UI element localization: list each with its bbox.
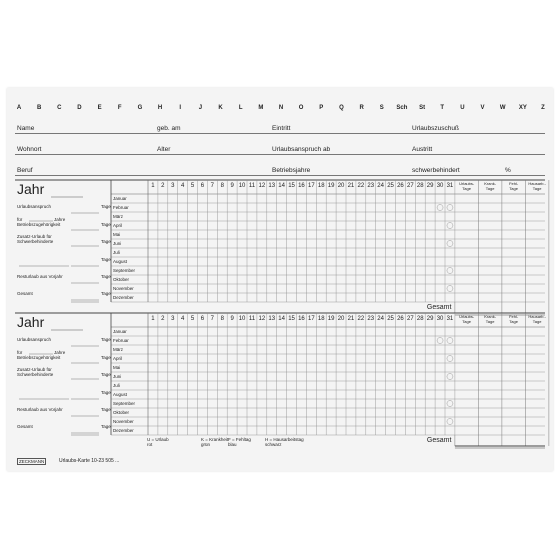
tage-label-5: Tage: [101, 274, 111, 279]
no-day-circle: [447, 268, 453, 274]
urlaubsanspruch-label: Urlaubsanspruch: [17, 337, 52, 342]
day-number: 25: [387, 183, 394, 189]
month-label: Oktober: [113, 277, 130, 282]
tage-label-4: Tage: [101, 257, 111, 262]
summary-head-line2: Tage: [509, 186, 518, 191]
legend-line1: H = Hausarbeitstag: [265, 437, 304, 442]
day-number: 8: [220, 316, 224, 322]
month-label: Januar: [113, 196, 127, 201]
day-number: 19: [327, 316, 335, 322]
no-day-circle: [447, 241, 453, 247]
fuer-label: für: [17, 350, 23, 355]
summary-head-line2: Tage: [462, 319, 471, 324]
month-label: Dezember: [113, 295, 134, 300]
month-label: Januar: [113, 329, 127, 334]
summary-column-head: [478, 181, 502, 191]
legend-item: [265, 437, 304, 447]
month-label: August: [113, 392, 128, 397]
month-label: August: [113, 259, 128, 264]
day-number: 19: [327, 183, 335, 189]
day-number: 3: [171, 316, 175, 322]
day-number: 24: [377, 316, 384, 322]
alphabet-tab-o[interactable]: O: [298, 105, 304, 111]
legend-line2: schwarz: [265, 442, 282, 447]
tage-label-6: Tage: [101, 424, 111, 429]
betriebszugehoerigkeit-label: Betriebszugehörigkeit: [17, 355, 61, 360]
alphabet-tab-l[interactable]: L: [238, 105, 243, 111]
no-day-circle: [447, 374, 453, 380]
tage-label-6: Tage: [101, 291, 111, 296]
summary-column-head: [525, 181, 549, 191]
betriebszugehoerigkeit-label: Betriebszugehörigkeit: [17, 222, 61, 227]
fuer-label: für: [17, 217, 23, 222]
no-day-circle: [447, 419, 453, 425]
alphabet-tab-h[interactable]: H: [157, 105, 163, 111]
summary-head-line1: Hausarb.-: [528, 314, 546, 319]
month-label: November: [113, 419, 134, 424]
summary-head-line1: Fehl-: [509, 314, 519, 319]
month-label: Juli: [113, 383, 120, 388]
summary-column-head: [455, 181, 479, 191]
day-number: 10: [238, 316, 246, 322]
no-day-circle: [447, 356, 453, 362]
day-number: 16: [298, 183, 305, 189]
day-number: 11: [248, 316, 256, 322]
day-number: 29: [426, 183, 434, 189]
day-number: 18: [317, 316, 325, 322]
month-label: September: [113, 268, 136, 273]
day-number: 30: [436, 183, 444, 189]
day-number: 25: [387, 316, 394, 322]
tage-label-3: Tage: [101, 239, 111, 244]
day-number: 7: [210, 316, 214, 322]
summary-head-line2: Tage: [462, 186, 471, 191]
day-number: 17: [307, 183, 315, 189]
day-number: 7: [210, 183, 214, 189]
field-wohnort-label: Wohnort: [17, 146, 42, 153]
resturlaub-label: Resturlaub aus Vorjahr: [17, 407, 63, 412]
legend-item: [201, 437, 228, 447]
jahre-label: Jahre: [54, 350, 66, 355]
legend-line1: F = Fehltag: [228, 437, 251, 442]
field-schwerbehindert-label: schwerbehindert: [412, 167, 460, 174]
tage-label-5: Tage: [101, 407, 111, 412]
summary-column-head: [502, 314, 526, 324]
alphabet-tab-e[interactable]: E: [97, 105, 102, 111]
alphabet-tab-p[interactable]: P: [319, 105, 324, 111]
day-number: 15: [288, 316, 295, 322]
jahr-label: Jahr: [17, 314, 45, 330]
alphabet-tab-k[interactable]: K: [218, 105, 223, 111]
day-number: 18: [317, 183, 325, 189]
urlaubsanspruch-label: Urlaubsanspruch: [17, 204, 52, 209]
no-day-circle: [447, 223, 453, 229]
month-label: Juli: [113, 250, 120, 255]
day-number: 29: [426, 316, 434, 322]
day-number: 17: [307, 316, 315, 322]
tage-label-4: Tage: [101, 390, 111, 395]
alphabet-tab-xy[interactable]: XY: [518, 105, 527, 111]
legend-line1: K = Krankheit: [201, 437, 229, 442]
zusatz-urlaub-label: Zusatz-Urlaub für: [17, 234, 52, 239]
day-number: 2: [161, 183, 165, 189]
day-number: 21: [347, 316, 355, 322]
resturlaub-label: Resturlaub aus Vorjahr: [17, 274, 63, 279]
month-label: Februar: [113, 205, 129, 210]
summary-head-line2: Tage: [485, 319, 495, 324]
gesamt-row-label: Gesamt: [426, 437, 452, 444]
jahr-label: Jahr: [17, 181, 45, 197]
summary-column-head: [525, 314, 549, 324]
day-number: 14: [278, 316, 285, 322]
alphabet-tab-c[interactable]: C: [57, 105, 62, 111]
day-number: 12: [258, 183, 266, 189]
schwerbehinderte-label: Schwerbehinderte: [17, 239, 54, 244]
day-number: 26: [397, 316, 404, 322]
calendar-grid: [7, 178, 553, 328]
summary-head-line1: Fehl-: [509, 181, 519, 186]
tage-label-1: Tage: [101, 204, 111, 209]
day-number: 11: [248, 183, 256, 189]
day-number: 2: [161, 316, 165, 322]
gesamt-row-label: Gesamt: [426, 304, 452, 311]
tage-label-2: Tage: [101, 355, 111, 360]
day-number: 9: [230, 316, 234, 322]
summary-head-line1: Urlaubs-: [459, 314, 475, 319]
field-percent-label: %: [505, 167, 511, 174]
month-label: März: [113, 347, 123, 352]
summary-column-head: [502, 181, 526, 191]
tage-label-2: Tage: [101, 222, 111, 227]
brand-logo: ZECKMANN: [19, 459, 45, 464]
alphabet-tab-st[interactable]: St: [419, 105, 426, 111]
day-number: 27: [406, 183, 414, 189]
day-number: 20: [337, 183, 345, 189]
day-number: 28: [416, 316, 424, 322]
day-number: 5: [190, 316, 195, 322]
alphabet-tab-q[interactable]: Q: [339, 105, 344, 111]
legend-item: [228, 437, 251, 447]
month-label: Februar: [113, 338, 129, 343]
summary-head-line1: Krank-: [484, 181, 497, 186]
legend-line2: grün: [201, 442, 211, 447]
summary-column-head: [455, 314, 479, 324]
day-number: 5: [190, 183, 195, 189]
legend-line2: rot: [147, 442, 153, 447]
legend-line1: U = Urlaub: [147, 437, 169, 442]
day-number: 21: [347, 183, 355, 189]
card-name: Urlaubs-Karte 10-23 505 ...: [59, 458, 120, 464]
alphabet-tab-v[interactable]: V: [480, 105, 485, 111]
legend-item: [147, 437, 169, 447]
day-number: 20: [337, 316, 345, 322]
day-number: 8: [220, 183, 224, 189]
month-label: April: [113, 223, 123, 228]
day-number: 13: [268, 316, 276, 322]
alphabet-tab-f[interactable]: F: [117, 105, 122, 111]
field-row-line-3: [15, 175, 545, 176]
month-label: Juni: [113, 241, 122, 246]
summary-column-head: [478, 314, 502, 324]
day-number: 15: [288, 183, 295, 189]
day-number: 12: [258, 316, 266, 322]
day-number: 23: [367, 183, 375, 189]
summary-head-line1: Hausarb.-: [528, 181, 546, 186]
no-day-circle: [437, 338, 443, 344]
day-number: 28: [416, 183, 424, 189]
tage-label-3: Tage: [101, 372, 111, 377]
summary-head-line1: Krank-: [484, 314, 497, 319]
zusatz-urlaub-label: Zusatz-Urlaub für: [17, 367, 52, 372]
month-label: November: [113, 286, 134, 291]
alphabet-tab-g[interactable]: G: [137, 105, 143, 111]
day-number: 22: [357, 316, 365, 322]
no-day-circle: [447, 286, 453, 292]
field-betriebsjahre-label: Betriebsjahre: [272, 167, 311, 174]
gesamt-left-label: Gesamt: [17, 424, 33, 429]
day-number: 6: [200, 316, 205, 322]
day-number: 1: [151, 316, 155, 322]
alphabet-tab-sch[interactable]: Sch: [396, 105, 408, 111]
day-number: 3: [171, 183, 175, 189]
day-number: 4: [180, 316, 185, 322]
day-number: 4: [180, 183, 185, 189]
month-label: März: [113, 214, 123, 219]
day-number: 10: [238, 183, 246, 189]
day-number: 1: [151, 183, 155, 189]
field-beruf-label: Beruf: [17, 167, 33, 174]
day-number: 31: [446, 316, 454, 322]
alphabet-tab-z[interactable]: Z: [541, 105, 545, 111]
summary-head-line2: Tage: [532, 319, 542, 324]
month-label: Mai: [113, 232, 121, 237]
field-row-line-1: [15, 133, 545, 134]
field-eintritt-label: Eintritt: [272, 125, 291, 132]
month-label: Oktober: [113, 410, 130, 415]
vacation-card: [7, 88, 553, 471]
alphabet-tab-d[interactable]: D: [77, 105, 82, 111]
day-number: 22: [357, 183, 365, 189]
field-geb-am-label: geb. am: [157, 125, 181, 132]
field-row-line-2: [15, 154, 545, 155]
no-day-circle: [447, 338, 453, 344]
no-day-circle: [437, 205, 443, 211]
month-label: Juni: [113, 374, 122, 379]
summary-head-line2: Tage: [509, 319, 518, 324]
summary-head-line2: Tage: [485, 186, 495, 191]
alphabet-tab-n[interactable]: N: [278, 105, 284, 111]
alphabet-tab-i[interactable]: I: [179, 105, 182, 111]
legend-line2: blau: [228, 442, 237, 447]
schwerbehinderte-label: Schwerbehinderte: [17, 372, 54, 377]
day-number: 23: [367, 316, 375, 322]
gesamt-left-label: Gesamt: [17, 291, 33, 296]
day-number: 27: [406, 316, 414, 322]
alphabet-tab-t[interactable]: T: [440, 105, 445, 111]
field-name-label: Name: [17, 125, 35, 132]
day-number: 31: [446, 183, 454, 189]
alphabet-tab-j[interactable]: J: [198, 105, 203, 111]
alphabet-tab-a[interactable]: A: [16, 105, 22, 111]
alphabet-tab-u[interactable]: U: [460, 105, 465, 111]
day-number: 13: [268, 183, 276, 189]
no-day-circle: [447, 205, 453, 211]
month-label: April: [113, 356, 123, 361]
field-alter-label: Alter: [157, 146, 171, 153]
no-day-circle: [447, 401, 453, 407]
field-urlaubsanspruch-ab-label: Urlaubsanspruch ab: [272, 146, 331, 153]
day-number: 14: [278, 183, 285, 189]
jahre-label: Jahre: [54, 217, 66, 222]
summary-head-line2: Tage: [532, 186, 542, 191]
month-label: September: [113, 401, 136, 406]
alphabet-tab-r[interactable]: R: [359, 105, 364, 111]
alphabet-tab-b[interactable]: B: [36, 105, 42, 111]
month-label: Mai: [113, 365, 121, 370]
field-urlaubszuschuss-label: Urlaubszuschuß: [412, 125, 459, 132]
day-number: 9: [230, 183, 234, 189]
day-number: 30: [436, 316, 444, 322]
summary-head-line1: Urlaubs-: [459, 181, 475, 186]
day-number: 26: [397, 183, 404, 189]
day-number: 16: [298, 316, 305, 322]
alphabet-tab-m[interactable]: M: [258, 105, 264, 111]
field-austritt-label: Austritt: [412, 146, 433, 153]
day-number: 24: [377, 183, 384, 189]
day-number: 6: [200, 183, 205, 189]
alphabet-tab-w[interactable]: W: [499, 105, 506, 111]
alphabet-tab-s[interactable]: S: [379, 105, 384, 111]
month-label: Dezember: [113, 428, 134, 433]
tage-label-1: Tage: [101, 337, 111, 342]
